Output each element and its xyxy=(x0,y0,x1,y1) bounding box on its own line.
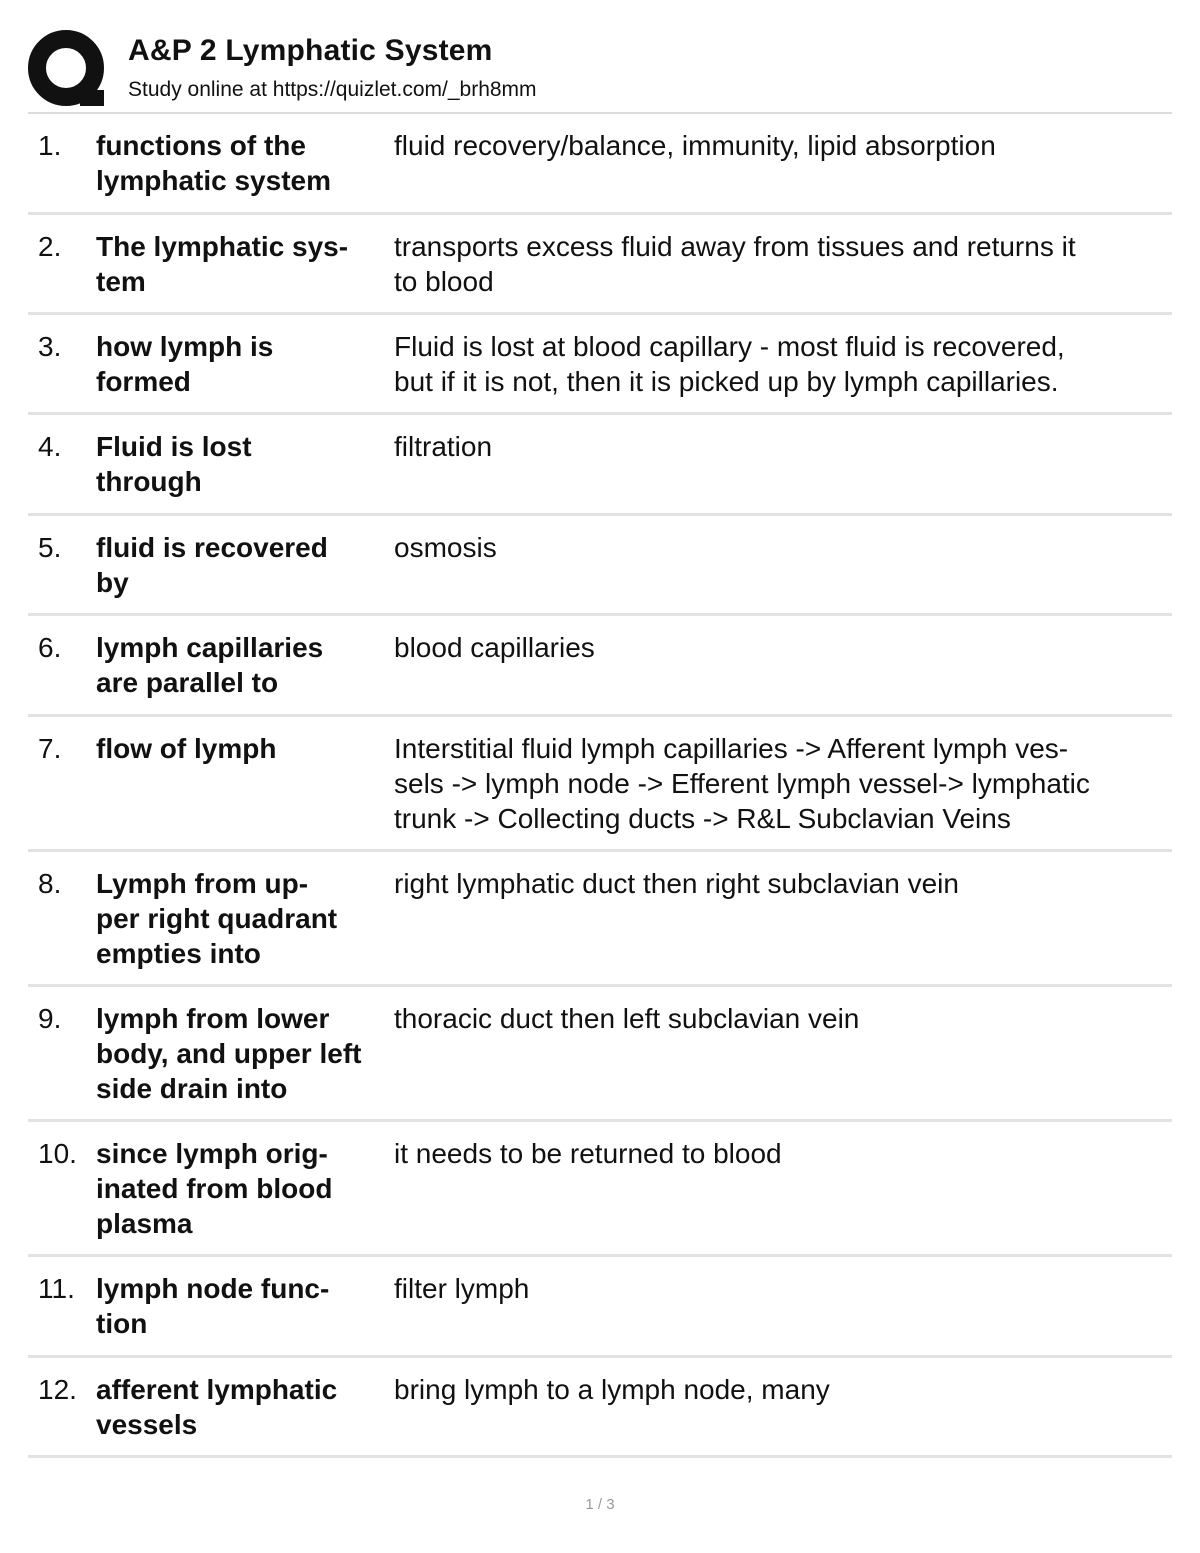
flashcard-row xyxy=(28,1122,1172,1257)
card-number: 11. xyxy=(38,1273,75,1304)
card-number: 1. xyxy=(38,130,62,161)
card-definition: it needs to be returned to blood xyxy=(394,1138,782,1169)
flashcard-row xyxy=(28,415,1172,516)
card-term: The lymphatic sys- tem xyxy=(96,231,349,297)
card-number: 12. xyxy=(38,1374,77,1405)
card-number: 5. xyxy=(38,532,62,563)
card-term: Lymph from up- per right quadrant empties into xyxy=(96,868,338,969)
card-term: since lymph orig- inated from blood plasma xyxy=(96,1138,333,1239)
card-definition: blood capillaries xyxy=(394,632,595,663)
card-number: 6. xyxy=(38,632,62,663)
flashcard-row xyxy=(28,516,1172,616)
flashcard-row xyxy=(28,215,1172,315)
card-definition: osmosis xyxy=(394,532,497,563)
page-indicator: 1 / 3 xyxy=(585,1496,615,1513)
card-number: 4. xyxy=(38,431,62,462)
flashcard-row xyxy=(28,114,1172,215)
flashcard-row xyxy=(28,1257,1172,1358)
page-title: A&P 2 Lymphatic System xyxy=(128,34,493,67)
card-number: 8. xyxy=(38,868,62,899)
quizlet-q-logo-icon xyxy=(28,30,108,110)
card-term: afferent lymphatic vessels xyxy=(96,1374,338,1440)
card-definition: fluid recovery/balance, immunity, lipid absorption xyxy=(394,130,996,161)
flashcard-row xyxy=(28,852,1172,987)
card-term: how lymph is formed xyxy=(96,331,274,397)
flashcard-row xyxy=(28,987,1172,1122)
card-definition: thoracic duct then left subclavian vein xyxy=(394,1003,860,1034)
card-term: lymph from lower body, and upper left side drain into xyxy=(96,1003,362,1104)
card-number: 3. xyxy=(38,331,62,362)
card-definition: Fluid is lost at blood capillary - most fluid is recovered, but if it is not, then it is picked up by lymph capillaries. xyxy=(394,331,1065,397)
card-number: 9. xyxy=(38,1003,62,1034)
card-definition: Interstitial fluid lymph capillaries -> Afferent lymph ves- sels -> lymph node -> Efferent lymph vessel-> lymphatic trunk -> Collecting ducts -> R&L Subclavian Veins xyxy=(394,733,1090,834)
flashcard-row xyxy=(28,717,1172,852)
flashcard-row xyxy=(28,315,1172,415)
card-definition: filtration xyxy=(394,431,493,462)
flashcard-row xyxy=(28,1358,1172,1458)
card-term: flow of lymph xyxy=(96,733,277,764)
flashcard-row xyxy=(28,616,1172,717)
card-term: functions of the lymphatic system xyxy=(96,130,331,196)
card-definition: bring lymph to a lymph node, many xyxy=(394,1374,830,1405)
card-term: Fluid is lost through xyxy=(96,431,252,497)
card-number: 7. xyxy=(38,733,62,764)
flashcard-list xyxy=(28,112,1172,1458)
card-definition: right lymphatic duct then right subclavian vein xyxy=(394,868,959,899)
card-term: lymph capillaries are parallel to xyxy=(96,632,324,698)
page-header xyxy=(28,28,1172,112)
card-number: 2. xyxy=(38,231,62,262)
study-online-link[interactable]: Study online at https://quizlet.com/_brh8mm xyxy=(128,78,537,101)
card-number: 10. xyxy=(38,1138,77,1169)
card-term: fluid is recovered by xyxy=(96,532,328,598)
card-definition: transports excess fluid away from tissues and returns it to blood xyxy=(394,231,1076,297)
card-term: lymph node func- tion xyxy=(96,1273,330,1339)
card-definition: filter lymph xyxy=(394,1273,530,1304)
